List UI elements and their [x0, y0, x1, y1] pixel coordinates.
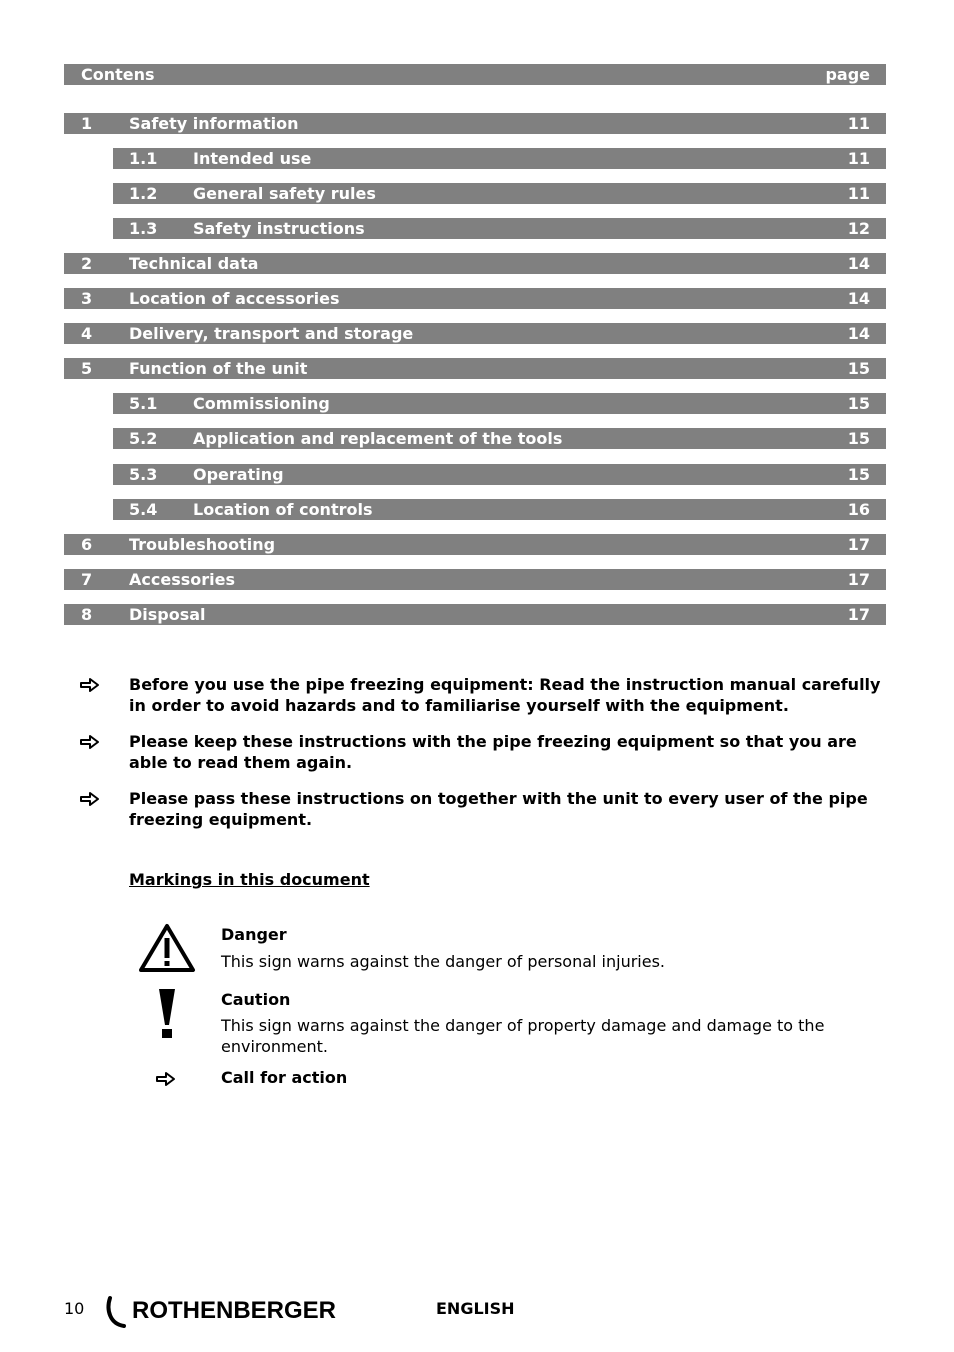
toc-entry-title: Safety instructions [193, 219, 365, 238]
toc-entry[interactable] [113, 393, 886, 414]
markings-title: Markings in this document [129, 870, 370, 889]
toc-header-page-label: page [825, 65, 870, 84]
toc-entry[interactable] [64, 323, 886, 344]
toc-entry-page: 11 [847, 114, 870, 133]
rothenberger-logo [104, 1294, 346, 1334]
toc-entry-number: 4 [81, 324, 93, 343]
toc-entry-number: 5.3 [129, 465, 158, 484]
toc-entry-page: 17 [847, 535, 870, 554]
toc-entry-number: 5.4 [129, 500, 158, 519]
toc-entry-title: Location of controls [193, 500, 373, 519]
toc-entry[interactable] [64, 358, 886, 379]
toc-entry-title: Delivery, transport and storage [129, 324, 414, 343]
toc-entry-page: 15 [847, 429, 870, 448]
toc-entry-title: Technical data [129, 254, 259, 273]
toc-entry[interactable] [64, 569, 886, 590]
toc-entry[interactable] [64, 288, 886, 309]
toc-entry-page: 14 [847, 289, 870, 308]
danger-text: This sign warns against the danger of personal injuries. [221, 952, 665, 971]
arrow-right-icon [156, 1071, 176, 1087]
toc-entry-number: 6 [81, 535, 93, 554]
toc-entry[interactable] [113, 499, 886, 520]
toc-entry[interactable] [113, 183, 886, 204]
brand-name: ROTHENBERGER [132, 1297, 337, 1324]
instruction-text: Before you use the pipe freezing equipment: Read the instruction manual carefully in order to avoid hazards and to familiarise yourself with the equipment. [129, 675, 881, 715]
arrow-right-icon [80, 791, 100, 807]
toc-entry-title: Disposal [129, 605, 206, 624]
toc-entry-title: Troubleshooting [129, 535, 276, 554]
toc-entry-page: 17 [847, 605, 870, 624]
arrow-right-icon [80, 677, 100, 693]
page-number: 10 [64, 1299, 85, 1318]
toc-entry-number: 1.2 [129, 184, 158, 203]
toc-entry[interactable] [113, 148, 886, 169]
toc-entry-number: 8 [81, 605, 93, 624]
toc-entry-title: Application and replacement of the tools [193, 429, 563, 448]
toc-entry-number: 5.2 [129, 429, 158, 448]
toc-header [64, 64, 886, 85]
arrow-right-icon [80, 734, 100, 750]
toc-entry-title: Accessories [129, 570, 235, 589]
toc-entry[interactable] [113, 218, 886, 239]
call-title: Call for action [221, 1068, 348, 1087]
danger-title: Danger [221, 925, 287, 944]
toc-entry-title: Intended use [193, 149, 312, 168]
toc-entry-page: 16 [847, 500, 870, 519]
caution-text: This sign warns against the danger of property damage and damage to the environment. [221, 1016, 825, 1056]
toc-entry-title: Safety information [129, 114, 299, 133]
toc-entry[interactable] [64, 604, 886, 625]
toc-entry-number: 1 [81, 114, 93, 133]
toc-entry-title: Function of the unit [129, 359, 308, 378]
toc-entry[interactable] [113, 428, 886, 449]
toc-entry[interactable] [64, 534, 886, 555]
toc-entry[interactable] [64, 253, 886, 274]
toc-entry-title: Operating [193, 465, 284, 484]
warning-triangle-icon [138, 922, 196, 974]
caution-title: Caution [221, 990, 291, 1009]
exclamation-icon [156, 989, 178, 1039]
toc-entry-number: 1.1 [129, 149, 158, 168]
toc-entry-page: 15 [847, 465, 870, 484]
instruction-text: Please pass these instructions on together with the unit to every user of the pipe freezing equipment. [129, 789, 868, 829]
toc-entry-number: 5 [81, 359, 93, 378]
toc-entry-title: General safety rules [193, 184, 376, 203]
toc-entry-page: 15 [847, 394, 870, 413]
toc-entry-number: 3 [81, 289, 93, 308]
toc-entry-number: 7 [81, 570, 93, 589]
toc-entry-page: 17 [847, 570, 870, 589]
toc-entry-title: Location of accessories [129, 289, 340, 308]
toc-entry-page: 14 [847, 254, 870, 273]
toc-entry-page: 11 [847, 149, 870, 168]
instruction-text: Please keep these instructions with the pipe freezing equipment so that you are able to read them again. [129, 732, 857, 772]
toc-entry-number: 1.3 [129, 219, 158, 238]
toc-entry-page: 12 [847, 219, 870, 238]
toc-entry[interactable] [64, 113, 886, 134]
toc-entry[interactable] [113, 464, 886, 485]
toc-entry-number: 5.1 [129, 394, 158, 413]
toc-entry-number: 2 [81, 254, 93, 273]
footer-language: ENGLISH [436, 1299, 515, 1318]
toc-header-title: Contens [81, 65, 155, 84]
toc-entry-page: 11 [847, 184, 870, 203]
toc-entry-title: Commissioning [193, 394, 330, 413]
toc-entry-page: 14 [847, 324, 870, 343]
toc-entry-page: 15 [847, 359, 870, 378]
